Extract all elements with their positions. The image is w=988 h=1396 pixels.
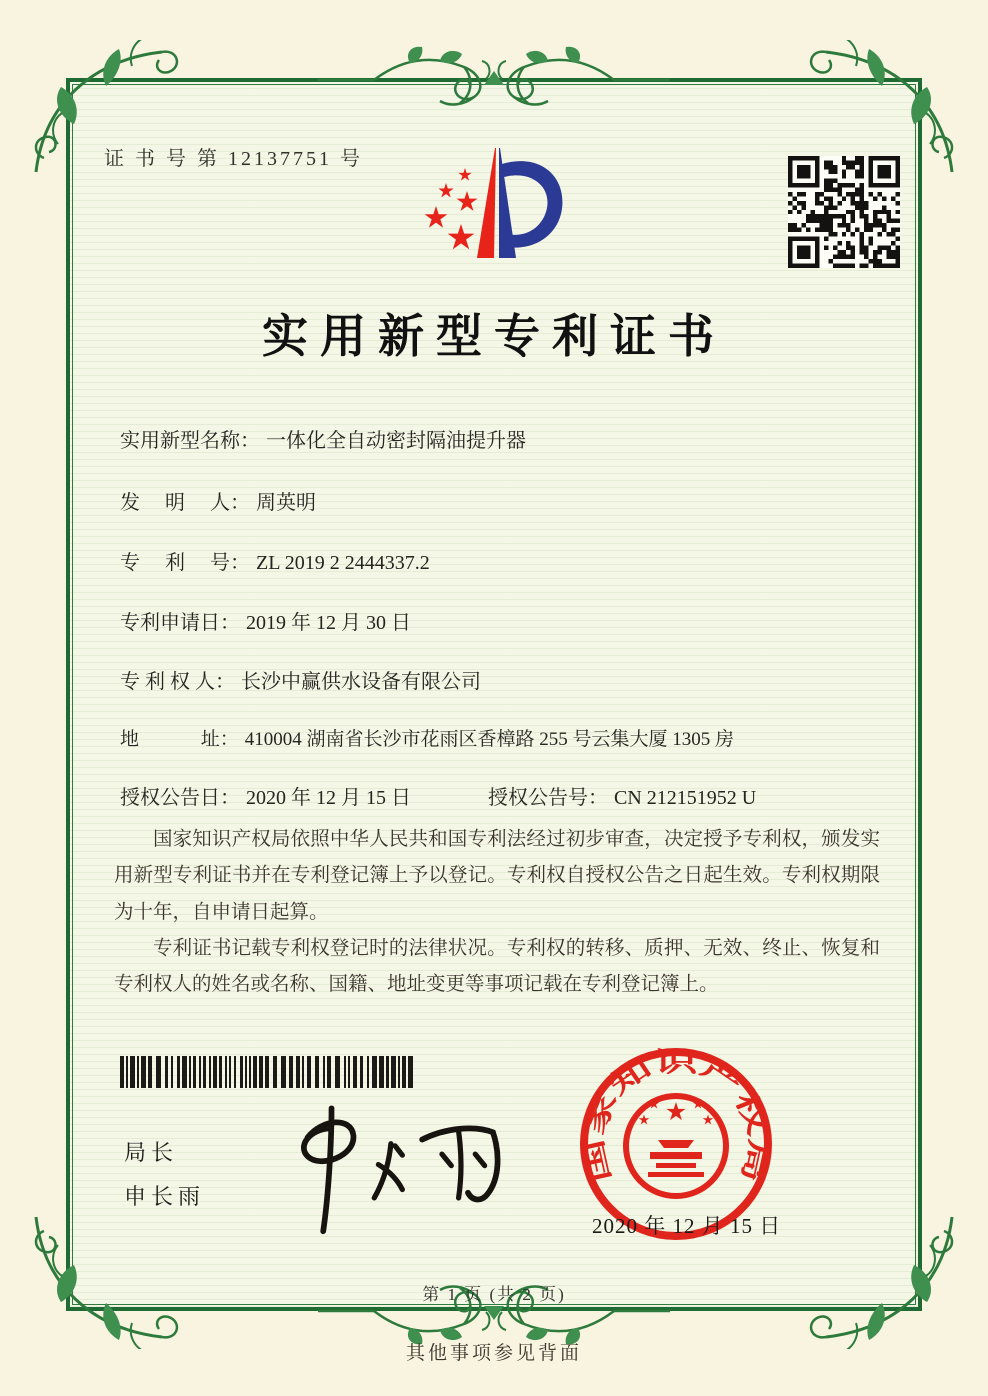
field-utility-model-name — [120, 424, 526, 453]
field-value: 一体化全自动密封隔油提升器 — [266, 430, 526, 452]
field-value: 410004 湖南省长沙市花雨区香樟路 255 号云集大厦 1305 房 — [244, 729, 735, 750]
corner-flourish-top-left — [28, 40, 188, 200]
cnipa-logo-icon — [403, 138, 603, 290]
field-value: 长沙中赢供水设备有限公司 — [241, 671, 481, 693]
field-value: ZL 2019 2 2444337.2 — [256, 552, 430, 574]
field-value: 2020 年 12 月 15 日 — [246, 787, 411, 809]
director-title: 局长 — [124, 1140, 179, 1165]
page-number: 第 1 页 (共 2 页) — [422, 1285, 566, 1304]
certificate-number: 证 书 号 第 12137751 号 — [104, 148, 363, 170]
legal-paragraph-2: 专利证书记载专利权登记时的法律状况。专利权的转移、质押、无效、终止、恢复和专利权人的姓名或名称、国籍、地址变更等事项记载在专利登记簿上。 — [114, 937, 880, 996]
national-emblem-icon — [626, 1096, 726, 1196]
field-label: 地 址： — [120, 729, 239, 750]
seal-text: 国家知识产权局 — [578, 1047, 775, 1186]
barcode — [118, 1056, 418, 1088]
qr-code — [788, 156, 900, 268]
legal-paragraph-1: 国家知识产权局依照中华人民共和国专利法经过初步审查，决定授予专利权，颁发实用新型专利证书并在专利登记簿上予以登记。专利权自授权公告之日起生效。专利权期限为十年，自申请日起算。 — [114, 829, 880, 923]
field-label: 专 利 权 人： — [120, 671, 235, 693]
center-flourish-top — [314, 45, 674, 115]
field-value: 2019 年 12 月 30 日 — [246, 612, 411, 634]
field-grant-date — [120, 781, 411, 810]
legal-text — [114, 822, 880, 1003]
field-value: CN 212151952 U — [614, 787, 757, 809]
field-patent-number — [120, 546, 430, 575]
corner-flourish-bottom-right — [800, 1189, 960, 1349]
field-value: 周英明 — [256, 492, 316, 514]
field-filing-date — [120, 606, 411, 635]
field-label: 授权公告号： — [488, 787, 608, 809]
back-side-note: 其他事项参见背面 — [405, 1343, 582, 1364]
field-label: 专 利 号： — [120, 552, 250, 574]
field-patentee — [120, 665, 481, 694]
field-label: 授权公告日： — [120, 787, 240, 809]
field-grant-number — [488, 781, 756, 810]
field-label: 实用新型名称： — [120, 430, 260, 452]
seal-date: 2020 年 12 月 15 日 — [592, 1214, 782, 1238]
field-label: 专利申请日： — [120, 612, 240, 634]
director-name: 申长雨 — [124, 1184, 206, 1209]
field-address — [120, 724, 734, 751]
field-inventor — [120, 486, 316, 515]
corner-flourish-bottom-left — [28, 1189, 188, 1349]
director-signature — [268, 1100, 518, 1235]
field-label: 发 明 人： — [120, 492, 250, 514]
certificate-title: 实用新型专利证书 — [262, 311, 726, 362]
